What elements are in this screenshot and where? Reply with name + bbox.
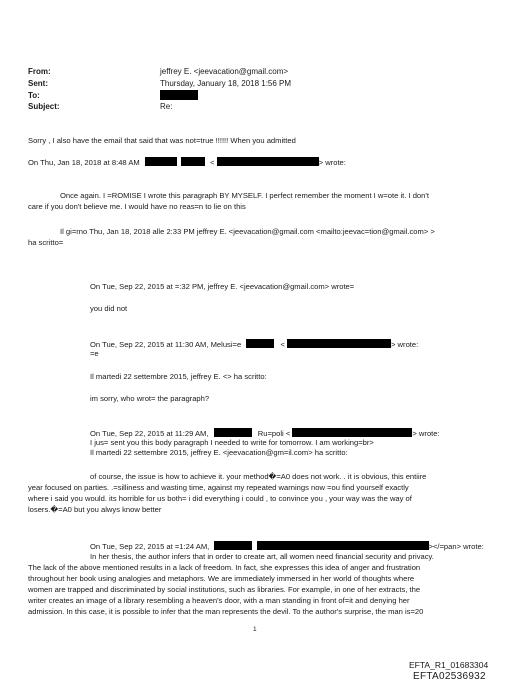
body-line: writer creates an image of a library resembling a heaven's door, with a man standing in front of=it and denying her — [28, 596, 410, 605]
redaction-block — [160, 90, 198, 100]
redaction-block — [246, 339, 274, 348]
quote-header-text: > wrote: — [391, 340, 419, 349]
redaction-block — [214, 428, 252, 437]
quote-header: On Tue, Sep 22, 2015 at =:32 PM, jeffrey E. <jeevacation@gmail.com> wrote= — [90, 282, 355, 291]
from-value: jeffrey E. <jeevacation@gmail.com> — [160, 67, 289, 76]
body-line: admission. In this case, it is possible to infer that the man represents the devil. To the author's surprise, the man is=20 — [28, 607, 424, 616]
redaction-block — [292, 428, 412, 437]
body-line: Sorry , I also have the email that said that was not=true !!!!!! When you admitted — [28, 136, 296, 145]
redaction-block — [145, 157, 177, 166]
bates-number: EFTA02536932 — [413, 671, 486, 682]
body-line: you did not — [90, 304, 128, 313]
sent-label: Sent: — [28, 79, 48, 88]
redaction-block — [287, 339, 391, 348]
body-line: In her thesis, the author infers that in order to create art, all women need financial security and privacy. — [90, 552, 434, 561]
body-line: of course, the issue is how to achieve it. your method�=A0 does not work. . it is obvious, this entiire — [90, 472, 427, 481]
sent-value: Thursday, January 18, 2018 1:56 PM — [160, 79, 292, 88]
body-line: Once again. I =ROMISE I wrote this paragraph BY MYSELF. I perfect remember the moment I w=ote it. I don't — [60, 191, 429, 200]
quote-header — [90, 339, 418, 350]
redaction-block — [217, 157, 319, 166]
doc-id: EFTA_R1_01683304 — [409, 660, 489, 670]
quote-header-text: ></=pan> wrote: — [428, 542, 484, 551]
redaction-block — [181, 157, 205, 166]
body-line: losers.�=A0 but you alwys know better — [28, 505, 162, 514]
quote-header-text: > wrote: — [318, 158, 346, 167]
body-line: throughout her book using analogies and metaphors. We are immediately immersed in her world of thoughts where — [28, 574, 415, 583]
quote-header-text: On Tue, Sep 22, 2015 at 11:29 AM, — [90, 429, 209, 438]
quote-header — [90, 541, 484, 552]
redaction-block — [257, 541, 429, 550]
quote-header-text: > wrote: — [412, 429, 440, 438]
quote-header-text: < — [210, 158, 215, 167]
body-line: care if you don't believe me. I would have no reas=n to lie on this — [28, 202, 246, 211]
quote-header-text: On Thu, Jan 18, 2018 at 8:48 AM — [28, 158, 140, 167]
to-label: To: — [28, 91, 40, 100]
body-line: women are trapped and discriminated by social institutions, such as libraries. For example, in one of her extracts, the — [28, 585, 421, 594]
body-line: where i said you would. its horrible for us both= i did everything i could , to convince you , your way was the way of — [28, 494, 412, 503]
quote-header-text: < — [280, 340, 285, 349]
quote-header-text: On Tue, Sep 22, 2015 at 11:30 AM, Melusi=e — [90, 340, 242, 349]
body-line: I jus= sent you this body paragraph I needed to write for tomorrow. I am working=br> — [90, 438, 374, 447]
page-number: 1 — [253, 626, 257, 633]
subject-value: Re: — [160, 102, 173, 111]
from-label: From: — [28, 67, 51, 76]
redaction-block — [214, 541, 252, 550]
body-line: The lack of the above mentioned results in a lack of freedom. In fact, she expresses this idea of anger and frustration — [28, 563, 421, 572]
body-line: year focused on parties. .=silliness and wasting time, against my repeated warnings now =ou find yourself exactly — [28, 483, 409, 492]
body-line: Il martedi 22 settembre 2015, jeffrey E. <> ha scritto: — [90, 372, 267, 381]
body-line: =e — [90, 349, 99, 358]
body-line: ha scritto= — [28, 238, 64, 247]
body-line: Il martedi 22 settembre 2015, jeffrey E. <jeevacation@gm=il.com> ha scritto: — [90, 448, 348, 457]
body-line: Il gi=rno Thu, Jan 18, 2018 alle 2:33 PM jeffrey E. <jeevacation@gmail.com <mailto:jeevac=tion@gmail.com> > — [60, 227, 435, 236]
body-line: im sorry, who wrot= the paragraph? — [90, 394, 210, 403]
quote-header-text: On Tue, Sep 22, 2015 at =1:24 AM, — [90, 542, 210, 551]
quote-header — [28, 157, 346, 168]
quote-header-text: Ru=poli < — [257, 429, 291, 438]
subject-label: Subject: — [28, 102, 60, 111]
